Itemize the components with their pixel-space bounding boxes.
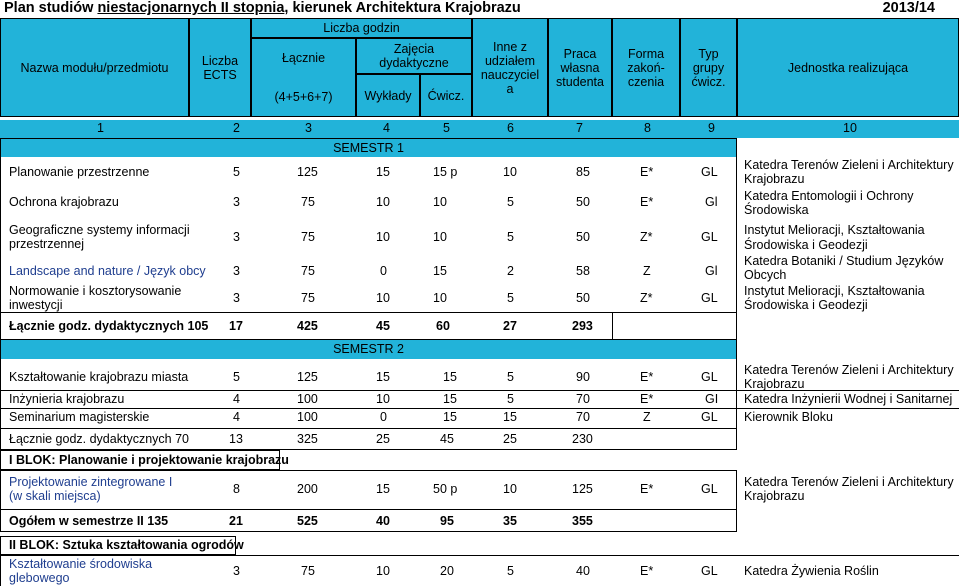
sem1-row4-forma: Z: [643, 264, 651, 278]
sem1-row2-inne: 5: [507, 195, 514, 209]
sem1-total-lacz: 425: [297, 319, 318, 333]
col-num-9: 9: [708, 121, 715, 135]
sem1-row3-name1: Geograficzne systemy informacji: [9, 223, 190, 237]
blok2-label: II BLOK: Sztuka kształtowania ogrodów: [9, 538, 244, 552]
sem1-row4-name: Landscape and nature / Język obcy: [9, 264, 206, 278]
sem2-row1-wyk: 15: [376, 370, 390, 384]
sem2-row2-jedn1: Katedra Inżynierii Wodnej i Sanitarnej: [744, 392, 953, 406]
sem1-row2-praca: 50: [576, 195, 590, 209]
header-liczba-godzin: Liczba godzin: [251, 18, 472, 38]
sem1-row3-praca: 50: [576, 230, 590, 244]
ogolem-cw: 95: [440, 514, 454, 528]
sem1-row3-typ: GL: [701, 230, 718, 244]
sem1-row5-forma: Z*: [640, 291, 653, 305]
blok2-row-wyk: 10: [376, 564, 390, 578]
sem2-row2-inne: 5: [507, 392, 514, 406]
sem1-row5-typ: GL: [701, 291, 718, 305]
sem2-row1-jedn2: Krajobrazu: [744, 377, 805, 391]
ogolem-inne: 35: [503, 514, 517, 528]
sem2-row3-typ: GL: [701, 410, 718, 424]
sem1-row5-jedn2: Środowiska i Geodezji: [744, 298, 868, 312]
sem1-row2-ects: 3: [233, 195, 240, 209]
academic-year: 2013/14: [882, 0, 935, 16]
blok1-row-typ: GL: [701, 482, 718, 496]
sem1-row5-name2: inwestycji: [9, 298, 63, 312]
sem1-row3-jedn2: Środowiska i Geodezji: [744, 238, 868, 252]
sem1-row4-cw: 15: [433, 264, 447, 278]
col-num-1: 1: [97, 121, 104, 135]
sem1-row2-typ: Gl: [705, 195, 718, 209]
title-underlined: niestacjonarnych II stopnia: [97, 0, 285, 16]
sem1-row4-lacz: 75: [301, 264, 315, 278]
blok1-label: I BLOK: Planowanie i projektowanie krajobrazu: [9, 453, 289, 467]
sem2-row3-cw: 15: [443, 410, 457, 424]
sem2-divider-2: [0, 408, 959, 409]
sem1-row4-jedn1: Katedra Botaniki / Studium Języków: [744, 254, 944, 268]
blok1-row-forma: E*: [640, 482, 654, 496]
blok2-row-inne: 5: [507, 564, 514, 578]
sem1-row2-jedn1: Katedra Entomologii i Ochrony: [744, 189, 914, 203]
sem1-row2-forma: E*: [640, 195, 654, 209]
blok2-row-cw: 20: [440, 564, 454, 578]
sem2-total-praca: 230: [572, 432, 593, 446]
sem2-total-cw: 45: [440, 432, 454, 446]
sem1-row5-wyk: 10: [376, 291, 390, 305]
header-jednostka: Jednostka realizująca: [737, 18, 959, 117]
sem1-row1-jedn2: Krajobrazu: [744, 172, 805, 186]
header-typ: Typ grupy ćwicz.: [680, 18, 737, 117]
sem1-row1-name: Planowanie przestrzenne: [9, 165, 150, 179]
blok1-row-lacz: 200: [297, 482, 318, 496]
sem1-total-cw: 60: [436, 319, 450, 333]
col-num-10: 10: [843, 121, 857, 135]
col-num-5: 5: [443, 121, 450, 135]
col-num-2: 2: [233, 121, 240, 135]
sem2-row2-lacz: 100: [297, 392, 318, 406]
blok1-row-inne: 10: [503, 482, 517, 496]
col-num-8: 8: [644, 121, 651, 135]
col-num-4: 4: [383, 121, 390, 135]
col-num-3: 3: [305, 121, 312, 135]
sem2-total-lacz: 325: [297, 432, 318, 446]
sem1-row5-cw: 10: [433, 291, 447, 305]
sem1-row1-inne: 10: [503, 165, 517, 179]
sem2-divider-1: [0, 390, 959, 391]
header-modul: Nazwa modułu/przedmiotu: [0, 18, 189, 117]
blok1-row-name2: (w skali miejsca): [9, 489, 101, 503]
sem1-row5-ects: 3: [233, 291, 240, 305]
header-lacznie: Łącznie (4+5+6+7): [251, 38, 356, 117]
sem2-row1-typ: GL: [701, 370, 718, 384]
sem1-row2-cw: 10: [433, 195, 447, 209]
sem1-row5-inne: 5: [507, 291, 514, 305]
sem2-row3-lacz: 100: [297, 410, 318, 424]
ogolem-ects: 21: [229, 514, 243, 528]
sem1-row5-name1: Normowanie i kosztorysowanie: [9, 284, 182, 298]
blok2-row-jedn1: Katedra Żywienia Roślin: [744, 564, 879, 578]
sem1-row5-jedn1: Instytut Melioracji, Kształtowania: [744, 284, 925, 298]
blok1-row-wyk: 15: [376, 482, 390, 496]
sem2-row1-inne: 5: [507, 370, 514, 384]
sem1-row1-cw: 15 p: [433, 165, 458, 179]
blok2-row-praca: 40: [576, 564, 590, 578]
blok1-row-name1: Projektowanie zintegrowane I: [9, 475, 173, 489]
sem2-row2-name: Inżynieria krajobrazu: [9, 392, 125, 406]
sem2-total-wyk: 25: [376, 432, 390, 446]
sem1-row4-wyk: 0: [380, 264, 387, 278]
blok2-row-forma: E*: [640, 564, 654, 578]
sem2-row3-wyk: 0: [380, 410, 387, 424]
sem1-row2-lacz: 75: [301, 195, 315, 209]
sem1-row1-forma: E*: [640, 165, 654, 179]
ogolem-lacz: 525: [297, 514, 318, 528]
sem2-row3-jedn1: Kierownik Bloku: [744, 410, 833, 424]
sem2-row2-typ: GI: [705, 392, 719, 406]
sem2-row1-cw: 15: [443, 370, 457, 384]
sem1-row3-inne: 5: [507, 230, 514, 244]
blok2-row-name1: Kształtowanie środowiska: [9, 557, 153, 571]
sem1-row2-name: Ochrona krajobrazu: [9, 195, 119, 209]
sem1-row1-praca: 85: [576, 165, 590, 179]
ogolem-label: Ogółem w semestrze II 135: [9, 514, 169, 528]
sem1-row3-forma: Z*: [640, 230, 653, 244]
sem1-row3-jedn1: Instytut Melioracji, Kształtowania: [744, 223, 925, 237]
sem1-row4-typ: Gl: [705, 264, 718, 278]
sem1-row4-inne: 2: [507, 264, 514, 278]
column-numbers-row: [0, 120, 959, 138]
sem2-row2-forma: E*: [640, 392, 654, 406]
sem2-row3-forma: Z: [643, 410, 651, 424]
sem2-row2-praca: 70: [576, 392, 590, 406]
header-inne: Inne z udziałem nauczyciel a: [472, 18, 548, 117]
sem2-row1-forma: E*: [640, 370, 654, 384]
sem2-row1-lacz: 125: [297, 370, 318, 384]
sem2-total-label: Łącznie godz. dydaktycznych 70: [9, 432, 189, 446]
blok2-row-typ: GL: [701, 564, 718, 578]
sem2-row1-name: Kształtowanie krajobrazu miasta: [9, 370, 189, 384]
blok1-row-ects: 8: [233, 482, 240, 496]
blok2-row-name2: glebowego: [9, 571, 70, 585]
sem2-row1-ects: 5: [233, 370, 240, 384]
header-zajecia: Zajęcia dydaktyczne: [356, 38, 472, 74]
sem1-row3-name2: przestrzennej: [9, 237, 85, 251]
header-cwicz: Ćwicz.: [420, 74, 472, 117]
sem1-row4-ects: 3: [233, 264, 240, 278]
blok1-row-jedn1: Katedra Terenów Zieleni i Architektury: [744, 475, 954, 489]
sem2-row2-ects: 4: [233, 392, 240, 406]
blok1-row-praca: 125: [572, 482, 593, 496]
sem1-row5-praca: 50: [576, 291, 590, 305]
sem1-row2-wyk: 10: [376, 195, 390, 209]
sem1-row3-cw: 10: [433, 230, 447, 244]
semestr-1-label: SEMESTR 1: [0, 138, 737, 157]
semestr-2-label: SEMESTR 2: [0, 340, 737, 359]
header-wyklady: Wykłady: [356, 74, 420, 117]
sem1-row3-lacz: 75: [301, 230, 315, 244]
sem1-row4-jedn2: Obcych: [744, 268, 787, 282]
sem1-row1-jedn1: Katedra Terenów Zieleni i Architektury: [744, 158, 954, 172]
sem1-row5-lacz: 75: [301, 291, 315, 305]
sem2-row3-praca: 70: [576, 410, 590, 424]
sem1-row1-wyk: 15: [376, 165, 390, 179]
header-praca: Praca własna studenta: [548, 18, 612, 117]
sem1-row1-lacz: 125: [297, 165, 318, 179]
sem2-row2-cw: 15: [443, 392, 457, 406]
header-ects: Liczba ECTS: [189, 18, 251, 117]
header-forma: Forma zakoń- czenia: [612, 18, 680, 117]
sem2-row2-wyk: 10: [376, 392, 390, 406]
sem2-row1-jedn1: Katedra Terenów Zieleni i Architektury: [744, 363, 954, 377]
page-title: Plan studiów niestacjonarnych II stopnia, kierunek Architektura Krajobrazu: [4, 0, 521, 16]
col-num-6: 6: [507, 121, 514, 135]
blok2-row-ects: 3: [233, 564, 240, 578]
col-num-7: 7: [576, 121, 583, 135]
sem1-total-inne: 27: [503, 319, 517, 333]
sem1-total-label: Łącznie godz. dydaktycznych 105: [9, 319, 209, 333]
ogolem-wyk: 40: [376, 514, 390, 528]
sem1-total-ects: 17: [229, 319, 243, 333]
sem1-row1-ects: 5: [233, 165, 240, 179]
sem1-row3-wyk: 10: [376, 230, 390, 244]
ogolem-praca: 355: [572, 514, 593, 528]
sem1-total-praca: 293: [572, 319, 593, 333]
sem2-row3-ects: 4: [233, 410, 240, 424]
sem2-total-ects: 13: [229, 432, 243, 446]
sem1-row2-jedn2: Środowiska: [744, 203, 809, 217]
sem1-row4-praca: 58: [576, 264, 590, 278]
sem1-row3-ects: 3: [233, 230, 240, 244]
sem1-total-wyk: 45: [376, 319, 390, 333]
sem2-row3-inne: 15: [503, 410, 517, 424]
sem2-row3-name: Seminarium magisterskie: [9, 410, 150, 424]
title-bar: [0, 0, 959, 17]
sem2-row1-praca: 90: [576, 370, 590, 384]
blok1-row-jedn2: Krajobrazu: [744, 489, 805, 503]
blok1-row-cw: 50 p: [433, 482, 458, 496]
semestr-1-total-spacer: [612, 313, 737, 340]
sem1-row1-typ: GL: [701, 165, 718, 179]
blok2-row-lacz: 75: [301, 564, 315, 578]
sem2-total-inne: 25: [503, 432, 517, 446]
